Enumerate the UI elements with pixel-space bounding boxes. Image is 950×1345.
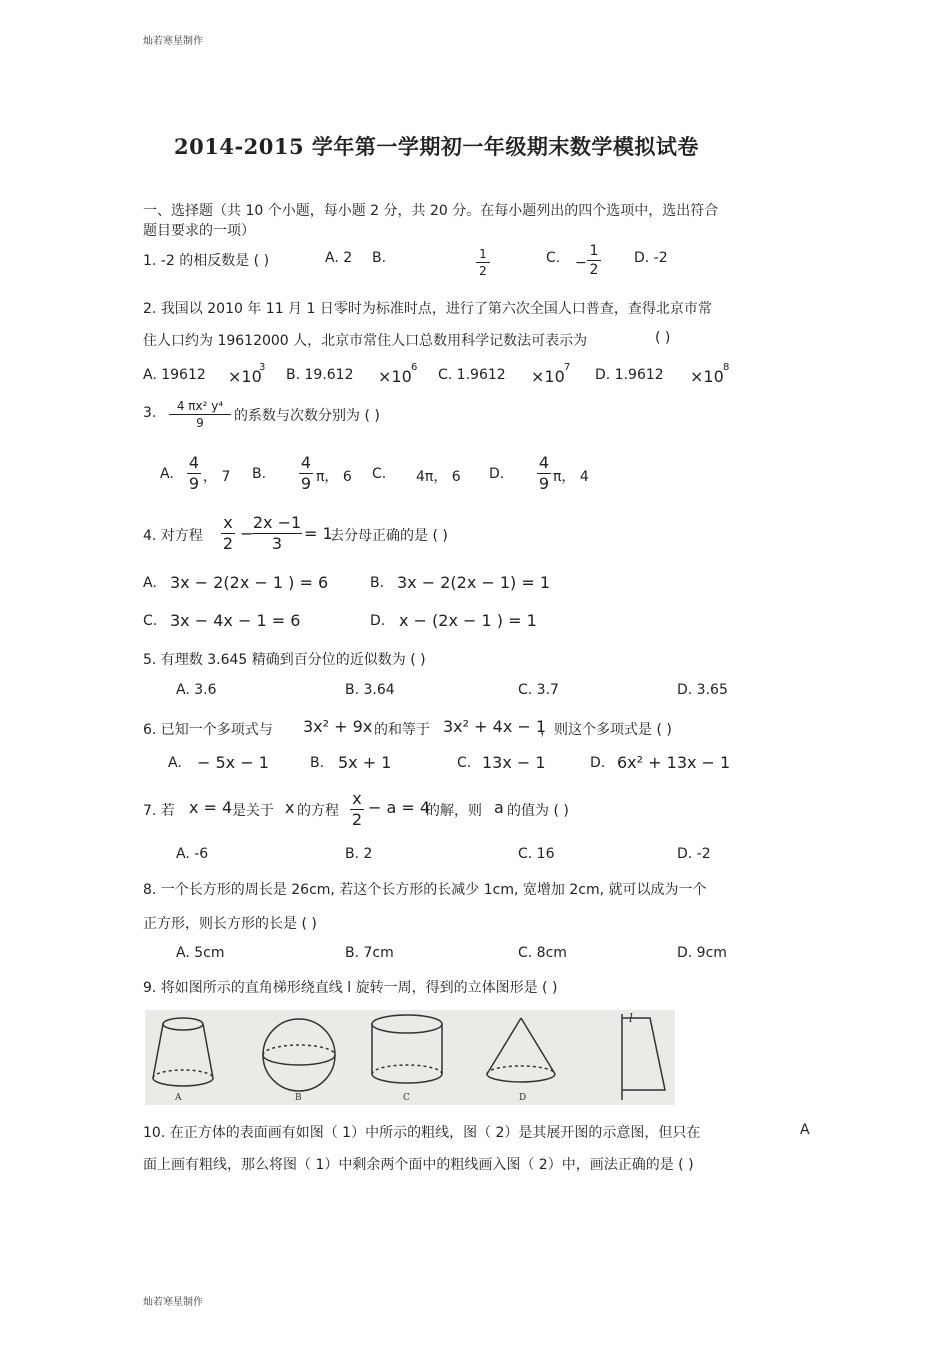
q3-option-d-label: D. (489, 466, 505, 482)
q4-minus: − (240, 524, 254, 543)
q3-d-denominator: 9 (538, 474, 550, 493)
q2-option-c-exponent: 7 (564, 362, 571, 373)
q9-label-a: A (175, 1093, 182, 1103)
q3-d-numerator: 4 (538, 453, 550, 472)
q7-x-equals: x = 4 (189, 798, 233, 817)
q4-f2-denominator: 3 (271, 534, 283, 553)
q4-option-a: 3x − 2(2x − 1 ) = 6 (170, 573, 329, 592)
q6-option-c-label: C. (457, 755, 472, 771)
q4-option-b-label: B. (370, 575, 385, 591)
q9-axis-label: l (629, 1011, 633, 1025)
q4-option-d-label: D. (370, 613, 386, 629)
q3-expr-denominator: 9 (196, 416, 204, 430)
q3-a-denominator: 9 (188, 474, 200, 493)
q4-equals: = 1 (304, 524, 333, 543)
q3-option-d-fraction (537, 455, 551, 492)
q3-option-a-fraction (187, 455, 201, 492)
q6-stem-c: ，则这个多项式是 ( ) (540, 722, 672, 738)
q3-option-c: 4π， 6 (416, 469, 461, 485)
q6-option-c: 13x − 1 (482, 753, 546, 772)
q8-option-b: B. 7cm (345, 945, 394, 961)
q8-option-d: D. 9cm (677, 945, 727, 961)
q2-option-a-exponent: 3 (259, 362, 266, 373)
q7-x: x (285, 798, 295, 817)
q3-option-b-label: B. (252, 466, 267, 482)
q3-option-c-label: C. (372, 466, 387, 482)
q7-option-b: B. 2 (345, 846, 373, 862)
q7-f-denominator: 2 (351, 810, 363, 829)
q1-c-numerator: 1 (589, 243, 599, 259)
watermark-bottom: 灿若寒星制作 (143, 1297, 203, 1308)
q2-line2: 住人口约为 19612000 人，北京市常住人口总数用科学记数法可表示为 (143, 333, 588, 349)
q4-f1-denominator: 2 (222, 534, 234, 553)
q3-b-numerator: 4 (300, 453, 312, 472)
q1-option-b-label: B. (372, 250, 387, 266)
q1-b-denominator: 2 (479, 264, 487, 278)
q2-option-d: D. 1.9612 (595, 367, 664, 383)
q4-stem: 去分母正确的是 ( ) (330, 528, 448, 544)
q3-option-a-rest: ， 7 (203, 469, 231, 485)
q3-stem: 的系数与次数分别为 ( ) (234, 408, 380, 424)
q7-stem-c: 的方程 (297, 803, 339, 819)
q6-option-d: 6x² + 13x − 1 (617, 753, 731, 772)
section-heading-line2: 题目要求的一项） (143, 223, 255, 239)
q4-f2-numerator: 2x −1 (252, 513, 302, 532)
q7-stem-d: 的解，则 (426, 803, 482, 819)
q9-stem: 9. 将如图所示的直角梯形绕直线 l 旋转一周，得到的立体图形是 ( ) (143, 980, 558, 996)
watermark-top: 灿若寒星制作 (143, 36, 203, 47)
q9-label-d: D (519, 1093, 527, 1103)
q6-option-a-label: A. (168, 755, 182, 771)
q1-option-b-fraction (476, 248, 490, 277)
q6-option-b: 5x + 1 (338, 753, 392, 772)
q8-option-c: C. 8cm (518, 945, 567, 961)
q8-line2: 正方形，则长方形的长是 ( ) (143, 916, 317, 932)
q7-a-var: a (494, 798, 504, 817)
q8-line1: 8. 一个长方形的周长是 26cm, 若这个长方形的长减少 1cm, 宽增加 2cm, 就可以成为一个 (143, 882, 707, 898)
q4-option-c-label: C. (143, 613, 158, 629)
q2-option-d-exponent: 8 (723, 362, 730, 373)
q5-option-a: A. 3.6 (176, 682, 217, 698)
q7-option-a: A. -6 (176, 846, 209, 862)
q2-option-b-power: ×10 (378, 367, 412, 386)
q7-stem-a: 7. 若 (143, 803, 175, 819)
q4-f1-numerator: x (223, 513, 233, 532)
q3-option-d-rest: π， 4 (553, 469, 589, 485)
q2-option-a: A. 19612 (143, 367, 206, 383)
q10-line1-end: A (800, 1122, 810, 1138)
q7-f-numerator: x (352, 789, 362, 808)
q7-stem-b: 是关于 (232, 803, 274, 819)
q3-number: 3. (143, 405, 157, 421)
q1-b-numerator: 1 (479, 247, 487, 261)
q4-option-a-label: A. (143, 575, 157, 591)
q10-line1: 10. 在正方体的表面画有如图（ 1）中所示的粗线，图（ 2）是其展开图的示意图，但只在 (143, 1125, 701, 1141)
q1-c-denominator: 2 (589, 262, 599, 278)
q1-option-c-sign: − (575, 255, 587, 271)
q7-option-c: C. 16 (518, 846, 555, 862)
q2-option-d-power: ×10 (690, 367, 724, 386)
q4-fraction-1 (221, 515, 235, 552)
q7-option-d: D. -2 (677, 846, 711, 862)
q9-figure-background (145, 1010, 675, 1105)
q4-option-c: 3x − 4x − 1 = 6 (170, 611, 301, 630)
q2-line1: 2. 我国以 2010 年 11 月 1 日零时为标准时点，进行了第六次全国人口普查，查得北京市常 (143, 301, 712, 317)
q3-option-a-label: A. (160, 466, 174, 482)
q6-expression-2: 3x² + 4x − 1 (443, 717, 547, 736)
q6-option-b-label: B. (310, 755, 325, 771)
q9-figure (145, 1010, 675, 1105)
q7-equation-rest: − a = 4 (368, 798, 431, 817)
q4-option-b: 3x − 2(2x − 1) = 1 (397, 573, 551, 592)
q6-option-d-label: D. (590, 755, 606, 771)
q4-fraction-2 (252, 515, 302, 552)
page-title: 2014-2015 学年第一学期初一年级期末数学模拟试卷 (174, 134, 699, 159)
q2-option-b: B. 19.612 (286, 367, 354, 383)
q6-stem-b: 的和等于 (374, 722, 430, 738)
section-heading-line1: 一、选择题（共 10 个小题，每小题 2 分，共 20 分。在每小题列出的四个选项中，选出符合 (143, 203, 719, 219)
q5-option-d: D. 3.65 (677, 682, 728, 698)
q4-option-d: x − (2x − 1 ) = 1 (399, 611, 537, 630)
q9-label-b: B (295, 1093, 302, 1103)
q1-option-c-label: C. (546, 250, 561, 266)
q4-number: 4. 对方程 (143, 528, 203, 544)
q7-stem-e: 的值为 ( ) (507, 803, 569, 819)
q5-option-b: B. 3.64 (345, 682, 395, 698)
q10-line2: 面上画有粗线，那么将图（ 1）中剩余两个面中的粗线画入图（ 2）中，画法正确的是 ( ) (143, 1157, 694, 1173)
q5-stem: 5. 有理数 3.645 精确到百分位的近似数为 ( ) (143, 652, 426, 668)
q6-stem-a: 6. 已知一个多项式与 (143, 722, 273, 738)
q3-option-b-rest: π， 6 (316, 469, 352, 485)
q1-option-d: D. -2 (634, 250, 668, 266)
q1-option-a: A. 2 (325, 250, 353, 266)
q3-b-denominator: 9 (300, 474, 312, 493)
q3-option-b-fraction (299, 455, 313, 492)
q1-option-c-fraction (587, 244, 601, 277)
q9-label-c: C (403, 1093, 410, 1103)
q2-answer-paren: ( ) (655, 330, 671, 346)
q8-option-a: A. 5cm (176, 945, 225, 961)
q5-option-c: C. 3.7 (518, 682, 559, 698)
q2-option-c: C. 1.9612 (438, 367, 506, 383)
q3-a-numerator: 4 (188, 453, 200, 472)
q7-fraction (350, 791, 364, 828)
q2-option-a-power: ×10 (228, 367, 262, 386)
q3-expression-fraction (169, 400, 231, 429)
q2-option-c-power: ×10 (531, 367, 565, 386)
q6-option-a: − 5x − 1 (197, 753, 269, 772)
q1-stem: 1. -2 的相反数是 ( ) (143, 253, 270, 269)
q2-option-b-exponent: 6 (411, 362, 418, 373)
q3-expr-numerator: 4 πx² y⁴ (176, 399, 224, 413)
q6-expression-1: 3x² + 9x (303, 717, 373, 736)
